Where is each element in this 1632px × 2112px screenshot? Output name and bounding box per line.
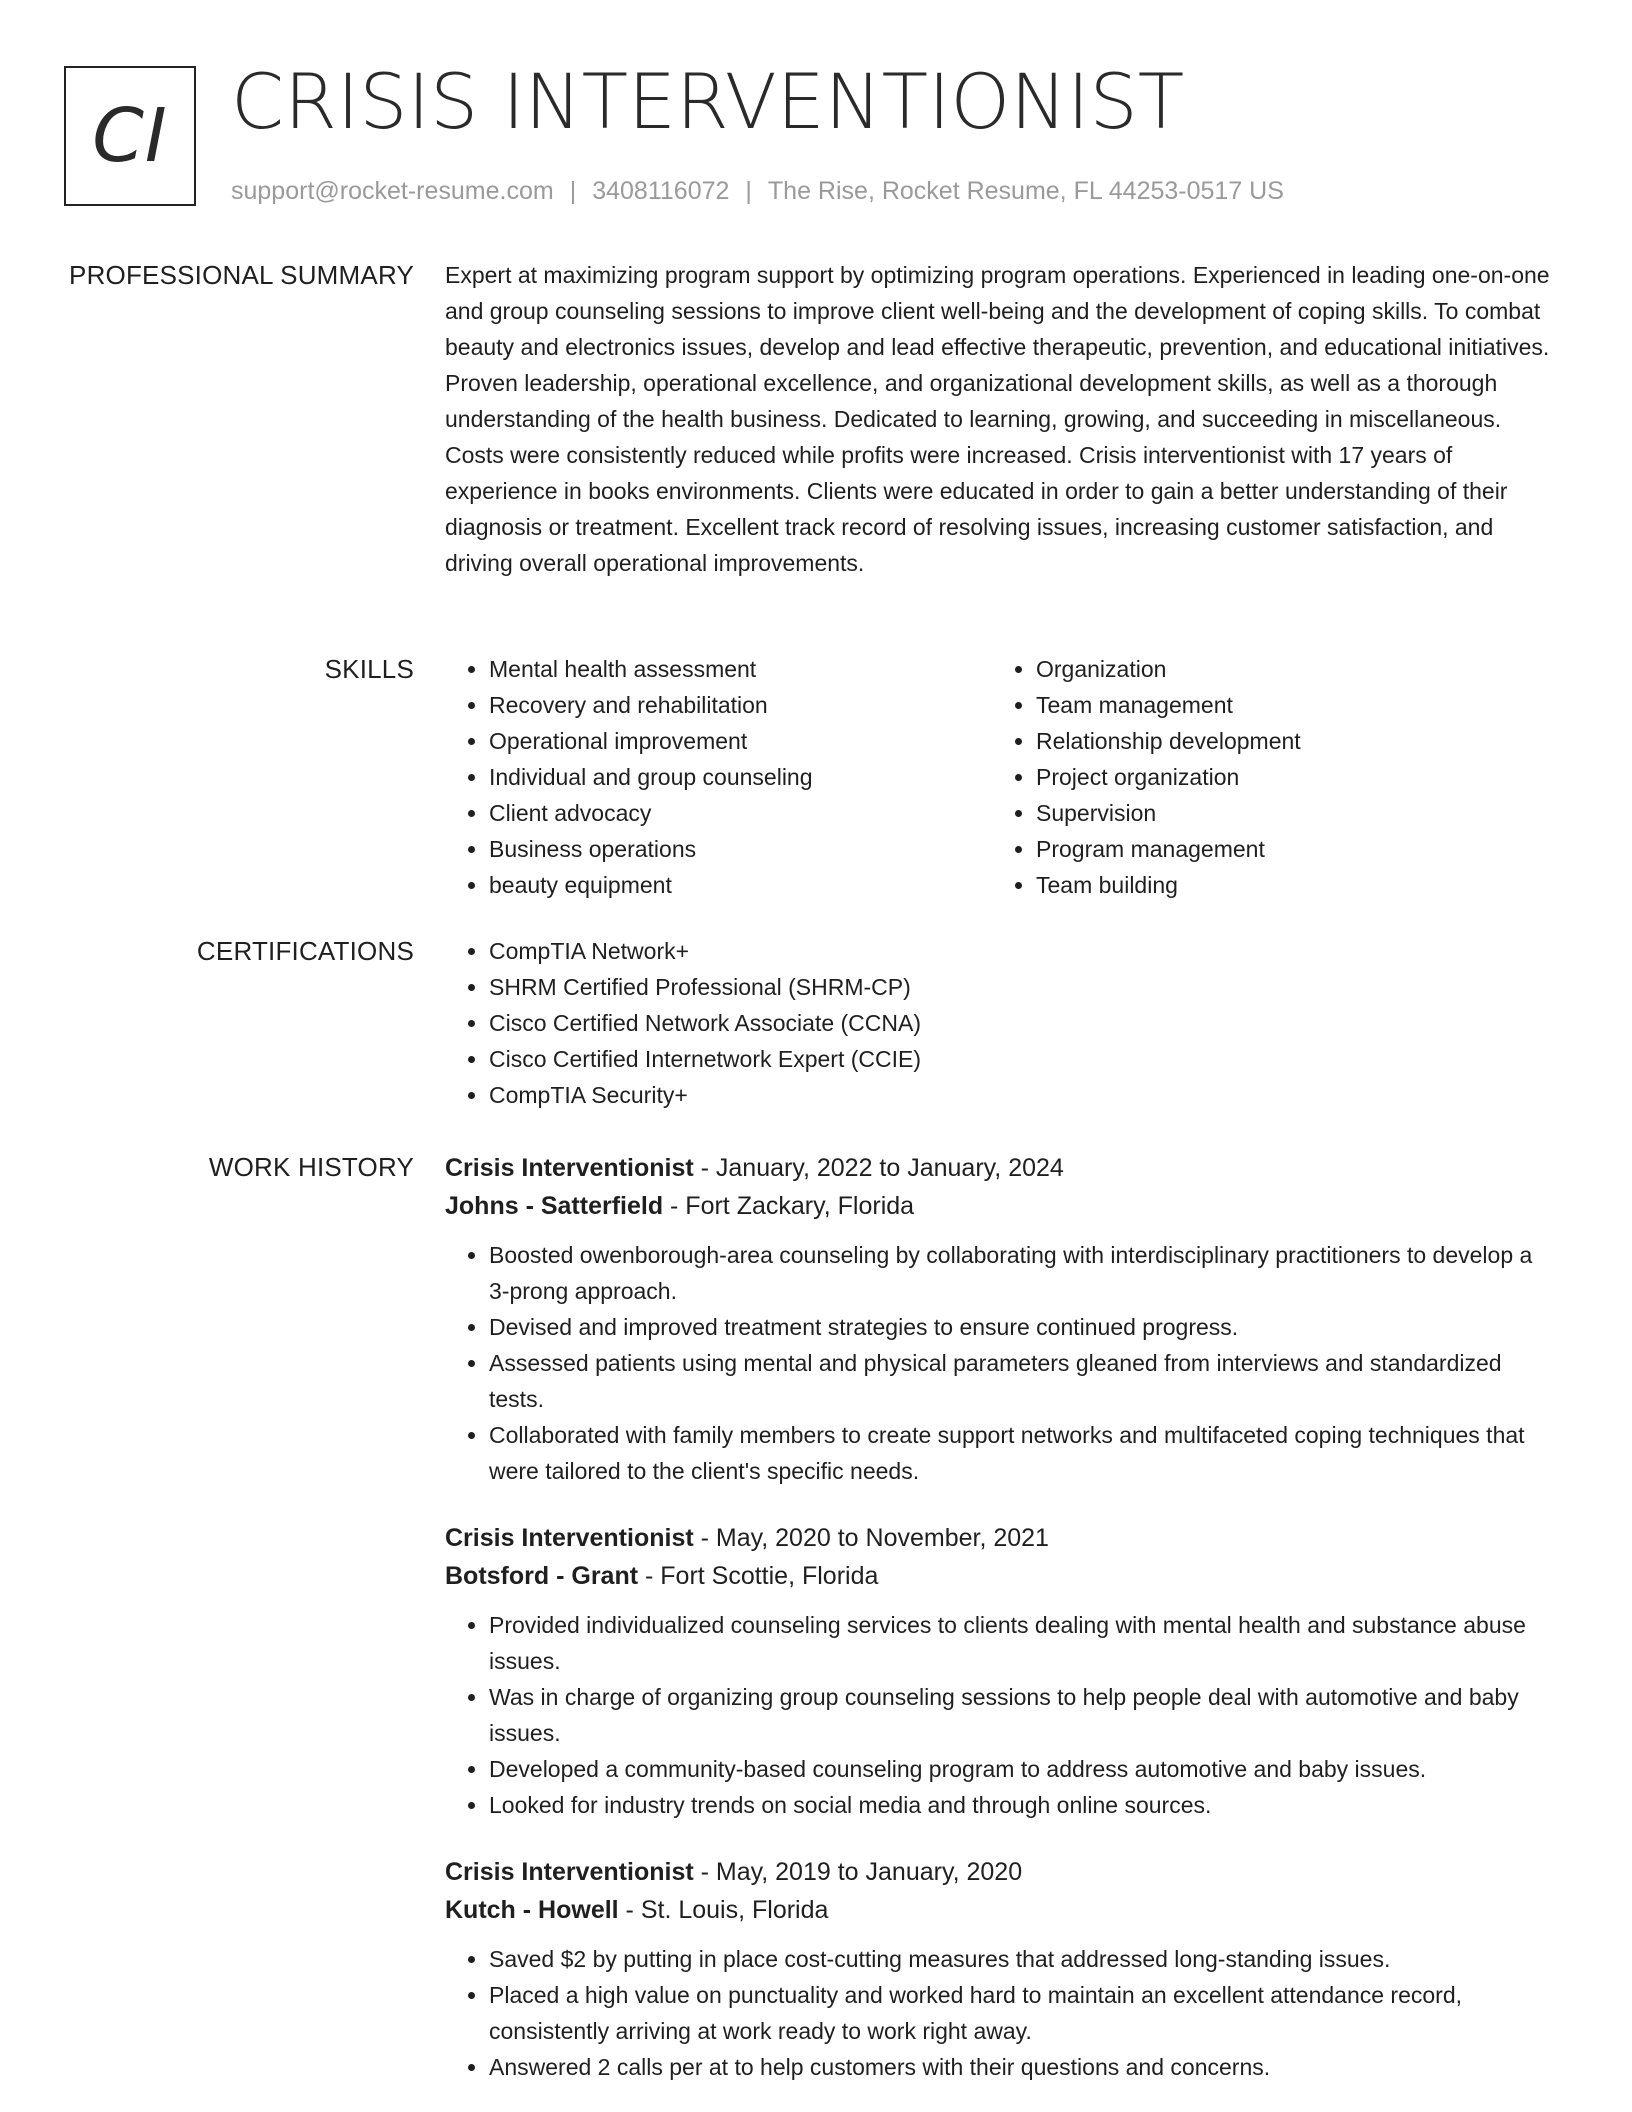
summary-heading: PROFESSIONAL SUMMARY: [69, 260, 414, 290]
job-bullet: • Devised and improved treatment strategies to ensure continued progress.: [489, 1309, 1555, 1345]
skill-item: • Supervision: [1036, 795, 1539, 831]
job-bullet: • Developed a community-based counseling program to address automotive and baby issues.: [489, 1751, 1555, 1787]
job-title: Crisis Interventionist: [445, 1524, 694, 1552]
job-dates: - January, 2022 to January, 2024: [693, 1154, 1064, 1182]
job-bullet: • Saved $2 by putting in place cost-cutting measures that addressed long-standing issues.: [489, 1941, 1555, 1977]
skill-item: • Operational improvement: [489, 723, 992, 759]
job-bullet: • Assessed patients using mental and physical parameters gleaned from interviews and standardized tests.: [489, 1345, 1555, 1417]
skill-item: • Mental health assessment: [489, 651, 992, 687]
skill-item: • Program management: [1036, 831, 1539, 867]
job-company-line: [445, 1187, 1555, 1225]
contact-phone: 3408116072: [592, 177, 730, 205]
job-title: Crisis Interventionist: [445, 1154, 694, 1182]
certifications-body: [445, 933, 1555, 1113]
job-bullet: • Boosted owenborough-area counseling by collaborating with interdisciplinary practitioners to develop a 3-prong approach.: [489, 1237, 1555, 1309]
certification-item: • CompTIA Network+: [489, 933, 1555, 969]
resume-title: CRISIS INTERVENTIONIST: [231, 57, 1185, 146]
job-entry: [445, 1149, 1555, 1489]
work-history-body: [445, 1149, 1555, 2112]
job-company-line: [445, 1891, 1555, 1929]
contact-line: [231, 174, 1284, 208]
job-dates: - May, 2020 to November, 2021: [693, 1524, 1049, 1552]
certifications-heading: CERTIFICATIONS: [196, 936, 414, 966]
skill-item: • Team management: [1036, 687, 1539, 723]
contact-separator: |: [569, 177, 577, 205]
job-company: Kutch - Howell: [445, 1896, 619, 1924]
job-title-line: [445, 1519, 1555, 1557]
contact-separator: |: [745, 177, 752, 205]
certification-item: • CompTIA Security+: [489, 1077, 1555, 1113]
contact-address: The Rise, Rocket Resume, FL 44253-0517 US: [767, 177, 1284, 205]
job-entry: [445, 1519, 1555, 1823]
skill-item: • Team building: [1036, 867, 1539, 903]
skill-item: • Project organization: [1036, 759, 1539, 795]
job-location: - Fort Zackary, Florida: [663, 1192, 915, 1220]
job-bullet: • Looked for industry trends on social media and through online sources.: [489, 1787, 1555, 1823]
job-entry: [445, 1853, 1555, 2085]
monogram-logo: CI: [64, 66, 196, 206]
skill-item: • Individual and group counseling: [489, 759, 992, 795]
contact-email: support@rocket-resume.com: [231, 177, 554, 205]
summary-body: [445, 257, 1555, 581]
job-company: Botsford - Grant: [445, 1562, 639, 1590]
certification-item: • SHRM Certified Professional (SHRM-CP): [489, 969, 1555, 1005]
job-title: Crisis Interventionist: [445, 1858, 694, 1886]
job-bullet: • Was in charge of organizing group counseling sessions to help people deal with automotive and baby issues.: [489, 1679, 1555, 1751]
skill-item: • Business operations: [489, 831, 992, 867]
certification-item: • Cisco Certified Internetwork Expert (CCIE): [489, 1041, 1555, 1077]
skills-heading: SKILLS: [324, 654, 414, 684]
job-title-line: [445, 1853, 1555, 1891]
job-bullet: • Placed a high value on punctuality and worked hard to maintain an excellent attendance record, consistently arriving at work ready to work right away.: [489, 1977, 1555, 2049]
job-bullet: • Provided individualized counseling services to clients dealing with mental health and substance abuse issues.: [489, 1607, 1555, 1679]
job-location: - Fort Scottie, Florida: [638, 1562, 879, 1590]
job-company: Johns - Satterfield: [445, 1192, 664, 1220]
job-bullet: • Collaborated with family members to create support networks and multifaceted coping techniques that were tailored to the client's specific needs.: [489, 1417, 1555, 1489]
skills-column-left: [445, 651, 992, 903]
summary-text: Expert at maximizing program support by optimizing program operations. Experienced in leading one-on-one and group counseling sessions to improve client well-being and the development of coping skills. To combat beauty and electronics issues, develop and lead effective therapeutic, prevention, and educational initiatives. Proven leadership, operational excellence, and organizational development skills, as well as a thorough understanding of the health business. Dedicated to learning, growing, and succeeding in miscellaneous. Costs were consistently reduced while profits were increased. Crisis interventionist with 17 years of experience in books environments. Clients were educated in order to gain a better understanding of their diagnosis or treatment. Excellent track record of resolving issues, increasing customer satisfaction, and driving overall operational improvements.: [445, 262, 1550, 576]
skills-column-right: [992, 651, 1539, 903]
skill-item: • Organization: [1036, 651, 1539, 687]
skill-item: • Relationship development: [1036, 723, 1539, 759]
job-dates: - May, 2019 to January, 2020: [693, 1858, 1023, 1886]
skills-body: [445, 651, 1555, 903]
job-location: - St. Louis, Florida: [618, 1896, 829, 1924]
skill-item: • Client advocacy: [489, 795, 992, 831]
skill-item: • beauty equipment: [489, 867, 992, 903]
job-title-line: [445, 1149, 1555, 1187]
job-bullet: • Answered 2 calls per at to help customers with their questions and concerns.: [489, 2049, 1555, 2085]
work-history-heading: WORK HISTORY: [208, 1152, 414, 1182]
certification-item: • Cisco Certified Network Associate (CCNA): [489, 1005, 1555, 1041]
skill-item: • Recovery and rehabilitation: [489, 687, 992, 723]
job-company-line: [445, 1557, 1555, 1595]
